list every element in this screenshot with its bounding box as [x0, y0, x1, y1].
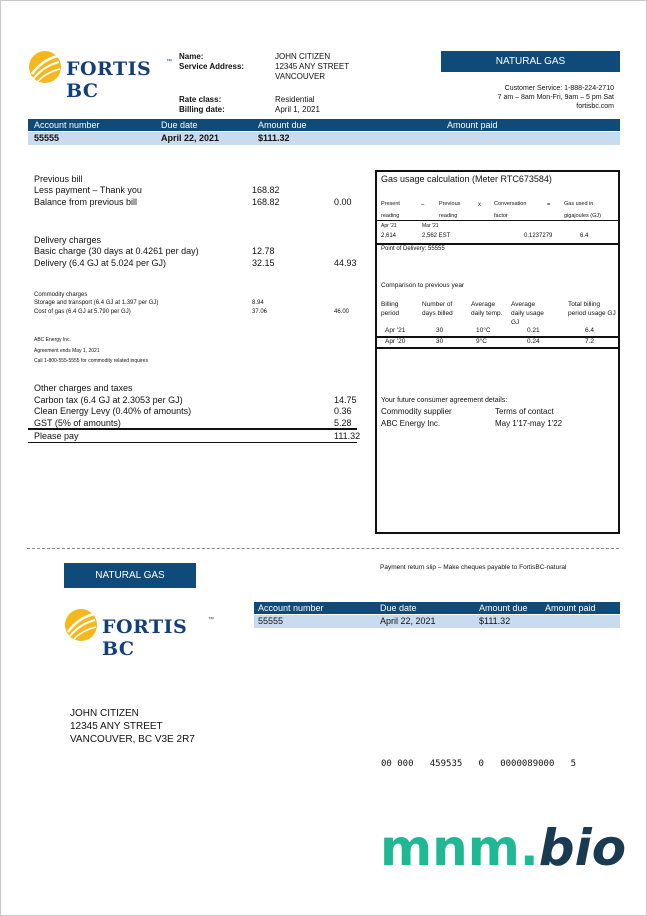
balance-value: 168.82 — [252, 197, 280, 207]
cmp-cell: 0.24 — [527, 338, 540, 345]
hdr-amount-paid: Amount paid — [447, 120, 498, 130]
abc-energy-note: ABC Energy Inc. — [34, 337, 71, 343]
terms-value: May 1'17-may 1'22 — [495, 419, 563, 428]
clean-levy-label: Clean Energy Levy (0.40% of amounts) — [34, 406, 192, 416]
other-charges-label: Other charges and taxes — [34, 383, 133, 393]
slip-values-bar — [254, 615, 620, 628]
hdr-account-number: Account number — [34, 120, 100, 130]
comparison-title: Comparison to previous year — [381, 282, 465, 289]
mnm-bio-watermark — [380, 818, 626, 891]
delivery-value: 32.15 — [252, 258, 275, 268]
delivery-label: Delivery (6.4 GJ at 5.024 per GJ) — [34, 258, 167, 268]
please-pay-label: Please pay — [34, 431, 79, 441]
customer-street: 12345 ANY STREET — [275, 62, 350, 71]
billing-date-value: April 1, 2021 — [275, 105, 320, 114]
carbon-tax-value: 14.75 — [334, 395, 357, 405]
slip-hdr-due-date: Due date — [380, 603, 417, 613]
supplier-value: ABC Energy Inc. — [381, 419, 441, 428]
basic-charge-label: Basic charge (30 days at 0.4261 per day) — [34, 246, 199, 256]
watermark-bio: bio — [538, 819, 627, 877]
previous-bill-label: Previous bill — [34, 174, 83, 184]
usage-values-rule — [377, 243, 618, 245]
please-pay-value: 111.32 — [334, 431, 361, 441]
cost-gas-value: 37.06 — [252, 309, 268, 315]
cmp-cell: 30 — [436, 338, 444, 345]
clean-levy-value: 0.36 — [334, 406, 352, 416]
gas-used-value: 6.4 — [580, 233, 589, 239]
previous-reading-value: 2,562 EST — [422, 233, 451, 239]
cmp-header-days: Number of days billed — [422, 301, 453, 317]
storage-value: 8.94 — [252, 300, 264, 306]
slip-hdr-amount-paid: Amount paid — [545, 603, 596, 613]
cmp-header-daily-usage: Average daily usage GJ — [511, 301, 544, 326]
cmp-header-temp: Average daily temp. — [471, 301, 503, 317]
less-payment-label: Less payment – Thank you — [34, 185, 142, 195]
mailing-address — [70, 707, 195, 746]
delivery-total: 44.93 — [334, 258, 357, 268]
slip-val-due-date: April 22, 2021 — [380, 616, 436, 626]
slip-logo-wordmark: FORTIS BC — [102, 616, 188, 660]
gst-value: 5.28 — [334, 418, 352, 428]
cs-phone: Customer Service: 1-888-224-2710 — [504, 85, 614, 92]
cmp-cell: 0.21 — [527, 327, 540, 334]
present-reading-value: 2,614 — [381, 233, 397, 239]
less-payment-value: 168.82 — [252, 185, 280, 195]
rate-label: Rate class: — [179, 95, 222, 104]
cmp-header-total-usage: Total billing period usage GJ — [568, 301, 616, 317]
op-equals: = — [547, 202, 551, 208]
cmp-cell: 30 — [436, 327, 444, 334]
basic-charge-value: 12.78 — [252, 246, 275, 256]
customer-city: VANCOUVER — [275, 72, 326, 81]
cmp-row-rule-bottom — [377, 347, 618, 349]
gas-usage-panel — [375, 170, 620, 534]
val-amount-due: $111.32 — [258, 133, 290, 143]
cmp-cell: Apr '20 — [385, 338, 406, 345]
address-label: Service Address: — [179, 62, 245, 71]
customer-service-block — [498, 84, 614, 111]
agreement-note: Agreement ends May 1, 2021 — [34, 348, 100, 354]
carbon-tax-label: Carbon tax (6.4 GJ at 2.3053 per GJ) — [34, 395, 183, 405]
hdr-amount-due: Amount due — [258, 120, 307, 130]
usage-header-rule — [377, 220, 618, 221]
cost-gas-label: Cost of gas (6.4 GJ at 5.790 per GJ) — [34, 309, 131, 315]
conversion-value: 0.1237279 — [524, 233, 553, 239]
gas-usage-title: Gas usage calculation (Meter RTC673584) — [381, 174, 552, 184]
slip-logo-trademark: ™ — [208, 617, 214, 623]
cmp-cell: 6.4 — [585, 327, 595, 334]
micr-line: 00 000 459535 0 0000089000 5 — [381, 759, 577, 769]
cmp-cell: 10°C — [476, 327, 491, 334]
cmp-cell: 9°C — [476, 338, 487, 345]
cs-hours: 7 am – 8am Mon-Fri, 9am – 5 pm Sat — [497, 94, 614, 101]
rate-value: Residential — [275, 95, 315, 104]
fortis-flame-icon — [28, 50, 62, 84]
name-label: Name: — [179, 52, 204, 61]
present-date: Apr '21 — [381, 223, 397, 229]
cmp-header-billing-period: Billing period — [381, 301, 400, 317]
slip-val-account-number: 55555 — [258, 616, 284, 626]
col-present-reading: Present reading — [381, 201, 400, 219]
balance-label: Balance from previous bill — [34, 197, 138, 207]
op-times: x — [478, 202, 481, 208]
slip-val-amount-due: $111.32 — [479, 616, 511, 626]
call-note: Call 1-800-555-5555 for commodity related inquires — [34, 358, 148, 364]
logo-wordmark: FORTIS BC — [66, 58, 152, 102]
slip-hdr-account-number: Account number — [258, 603, 324, 613]
customer-name: JOHN CITIZEN — [275, 52, 331, 61]
cmp-cell: 7.2 — [585, 338, 595, 345]
logo-trademark: ™ — [166, 59, 172, 65]
col-previous-reading: Previous reading — [439, 201, 461, 219]
storage-label: Storage and transport (6.4 GJ at 1.397 per GJ) — [34, 300, 159, 306]
cmp-cell: Apr '21 — [385, 327, 406, 334]
slip-hdr-amount-due: Amount due — [479, 603, 528, 613]
terms-label: Terms of contact — [495, 407, 554, 416]
point-of-delivery: Point of Delivery: 55555 — [381, 246, 445, 252]
cmp-row-rule-top — [377, 336, 618, 338]
col-gas-used: Gas used in gigajoules (GJ) — [564, 201, 601, 219]
supplier-label: Commodity supplier — [381, 407, 452, 416]
please-pay-bottom-rule — [28, 442, 357, 443]
col-conversion-factor: Conversation factor — [494, 201, 527, 219]
val-account-number: 55555 — [34, 133, 60, 143]
account-values-bar — [28, 132, 620, 145]
cs-website: fortisbc.com — [576, 103, 614, 110]
balance-total: 0.00 — [334, 197, 352, 207]
commodity-total: 46.00 — [334, 309, 350, 315]
previous-date: Mar '21 — [422, 223, 439, 229]
account-header-bar — [28, 119, 620, 131]
delivery-charges-label: Delivery charges — [34, 235, 102, 245]
hdr-due-date: Due date — [161, 120, 198, 130]
slip-instructions: Payment return slip – Make cheques payable to FortisBC-natural — [380, 564, 567, 571]
mailing-name: JOHN CITIZEN — [70, 708, 139, 719]
watermark-mnm: mnm. — [380, 819, 539, 877]
mailing-street: 12345 ANY STREET — [70, 721, 163, 732]
commodity-charges-label: Commodity charges — [34, 292, 88, 298]
val-due-date: April 22, 2021 — [161, 133, 220, 143]
mailing-city: VANCOUVER, BC V3E 2R7 — [70, 734, 195, 745]
slip-natural-gas-badge: NATURAL GAS — [64, 563, 196, 588]
natural-gas-badge: NATURAL GAS — [441, 51, 620, 72]
gst-label: GST (5% of amounts) — [34, 418, 121, 428]
slip-header-bar — [254, 602, 620, 614]
tear-off-line — [27, 548, 619, 549]
slip-fortis-logo — [64, 608, 224, 660]
fortis-flame-icon — [64, 608, 98, 642]
fortis-logo — [28, 50, 178, 102]
op-minus: – — [421, 202, 425, 208]
future-agreement-title: Your future consumer agreement details: — [381, 397, 508, 404]
billing-label: Billing date: — [179, 105, 225, 114]
